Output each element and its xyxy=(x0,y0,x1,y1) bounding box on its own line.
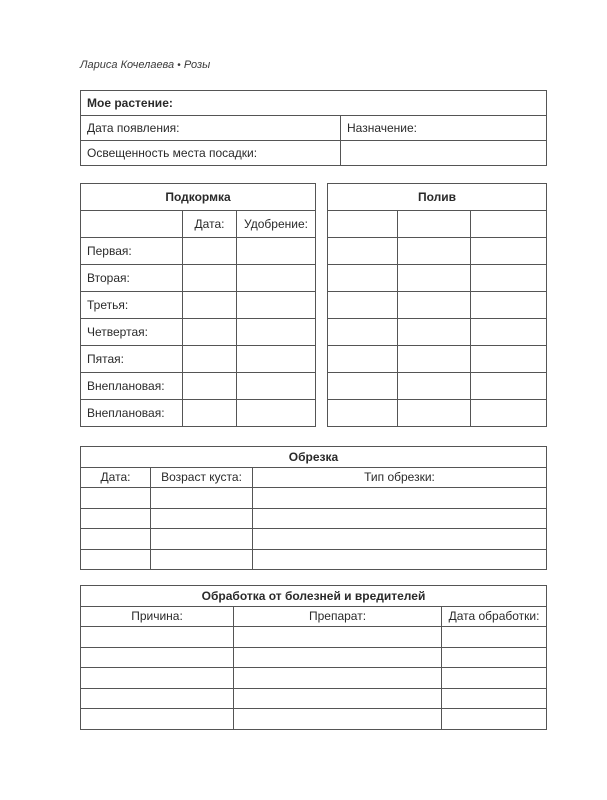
watering-row xyxy=(328,211,547,238)
feeding-row-label: Вторая: xyxy=(81,265,183,292)
pruning-age-cell[interactable] xyxy=(151,549,253,570)
treatment-product-cell[interactable] xyxy=(234,709,442,730)
treatment-date-cell[interactable] xyxy=(442,668,547,689)
watering-cell[interactable] xyxy=(471,292,547,319)
feeding-fertilizer-cell[interactable] xyxy=(237,373,316,400)
lighting-label: Освещенность места посадки: xyxy=(81,141,341,166)
watering-cell[interactable] xyxy=(398,238,471,265)
plant-title: Мое растение: xyxy=(81,91,547,116)
treatment-date-cell[interactable] xyxy=(442,688,547,709)
feeding-row xyxy=(81,292,316,319)
watering-row xyxy=(328,400,547,427)
pruning-row xyxy=(81,508,547,529)
treatment-col-reason: Причина: xyxy=(81,606,234,627)
feeding-row-label: Четвертая: xyxy=(81,319,183,346)
pruning-col-age: Возраст куста: xyxy=(151,467,253,488)
feeding-fertilizer-cell[interactable] xyxy=(237,292,316,319)
watering-cell[interactable] xyxy=(328,211,398,238)
lighting-value-cell[interactable] xyxy=(341,141,547,166)
pruning-type-cell[interactable] xyxy=(253,488,547,509)
treatment-date-cell[interactable] xyxy=(442,627,547,648)
pruning-row xyxy=(81,488,547,509)
feeding-row xyxy=(81,373,316,400)
feeding-row-label: Первая: xyxy=(81,238,183,265)
watering-cell[interactable] xyxy=(471,346,547,373)
page-header xyxy=(80,59,210,71)
plant-info-table xyxy=(80,90,547,166)
feeding-date-cell[interactable] xyxy=(183,346,237,373)
pruning-row xyxy=(81,529,547,550)
pruning-age-cell[interactable] xyxy=(151,488,253,509)
watering-row xyxy=(328,319,547,346)
treatment-row xyxy=(81,627,547,648)
feeding-row xyxy=(81,265,316,292)
treatment-reason-cell[interactable] xyxy=(81,668,234,689)
feeding-row xyxy=(81,400,316,427)
watering-cell[interactable] xyxy=(328,319,398,346)
feeding-row xyxy=(81,346,316,373)
feeding-header-blank xyxy=(81,211,183,238)
treatment-date-cell[interactable] xyxy=(442,709,547,730)
treatment-reason-cell[interactable] xyxy=(81,647,234,668)
pruning-date-cell[interactable] xyxy=(81,508,151,529)
watering-row xyxy=(328,373,547,400)
treatment-product-cell[interactable] xyxy=(234,647,442,668)
treatment-product-cell[interactable] xyxy=(234,627,442,648)
pruning-date-cell[interactable] xyxy=(81,488,151,509)
treatment-reason-cell[interactable] xyxy=(81,688,234,709)
feeding-date-cell[interactable] xyxy=(183,400,237,427)
treatment-product-cell[interactable] xyxy=(234,688,442,709)
feeding-date-cell[interactable] xyxy=(183,319,237,346)
feeding-fertilizer-cell[interactable] xyxy=(237,238,316,265)
watering-cell[interactable] xyxy=(471,400,547,427)
author-name: Лариса Кочелаева xyxy=(80,59,175,71)
pruning-age-cell[interactable] xyxy=(151,508,253,529)
feeding-fertilizer-cell[interactable] xyxy=(237,346,316,373)
watering-cell[interactable] xyxy=(398,211,471,238)
watering-cell[interactable] xyxy=(328,400,398,427)
treatment-reason-cell[interactable] xyxy=(81,627,234,648)
feeding-fertilizer-cell[interactable] xyxy=(237,265,316,292)
feeding-row-label: Внеплановая: xyxy=(81,400,183,427)
treatment-title: Обработка от болезней и вредителей xyxy=(81,586,547,607)
pruning-col-date: Дата: xyxy=(81,467,151,488)
feeding-date-cell[interactable] xyxy=(183,292,237,319)
appearance-date-label: Дата появления: xyxy=(81,116,341,141)
treatment-row xyxy=(81,647,547,668)
watering-row xyxy=(328,346,547,373)
watering-cell[interactable] xyxy=(398,346,471,373)
book-title: Розы xyxy=(183,59,211,71)
watering-cell[interactable] xyxy=(398,319,471,346)
watering-table xyxy=(327,183,547,427)
treatment-col-product: Препарат: xyxy=(234,606,442,627)
purpose-label: Назначение: xyxy=(341,116,547,141)
feeding-fertilizer-cell[interactable] xyxy=(237,319,316,346)
pruning-col-type: Тип обрезки: xyxy=(253,467,547,488)
watering-row xyxy=(328,238,547,265)
pruning-type-cell[interactable] xyxy=(253,529,547,550)
watering-cell[interactable] xyxy=(471,373,547,400)
watering-cell[interactable] xyxy=(471,238,547,265)
watering-cell[interactable] xyxy=(328,373,398,400)
feeding-row-label: Внеплановая: xyxy=(81,373,183,400)
watering-cell[interactable] xyxy=(398,265,471,292)
watering-cell[interactable] xyxy=(398,292,471,319)
watering-row xyxy=(328,292,547,319)
pruning-date-cell[interactable] xyxy=(81,529,151,550)
watering-cell[interactable] xyxy=(398,400,471,427)
treatment-product-cell[interactable] xyxy=(234,668,442,689)
watering-cell[interactable] xyxy=(471,211,547,238)
watering-cell[interactable] xyxy=(398,373,471,400)
feeding-row xyxy=(81,319,316,346)
header-separator: • xyxy=(177,60,181,71)
treatment-date-cell[interactable] xyxy=(442,647,547,668)
watering-cell[interactable] xyxy=(328,346,398,373)
feeding-row-label: Пятая: xyxy=(81,346,183,373)
treatment-reason-cell[interactable] xyxy=(81,709,234,730)
watering-cell[interactable] xyxy=(328,238,398,265)
feeding-col-date: Дата: xyxy=(183,211,237,238)
feeding-col-fertilizer: Удобрение: xyxy=(237,211,316,238)
watering-row xyxy=(328,265,547,292)
pruning-type-cell[interactable] xyxy=(253,549,547,570)
pruning-date-cell[interactable] xyxy=(81,549,151,570)
treatment-table xyxy=(80,585,547,730)
feeding-table xyxy=(80,183,316,427)
feeding-date-cell[interactable] xyxy=(183,238,237,265)
pruning-row xyxy=(81,549,547,570)
treatment-row xyxy=(81,688,547,709)
watering-cell[interactable] xyxy=(471,265,547,292)
watering-cell[interactable] xyxy=(471,319,547,346)
pruning-type-cell[interactable] xyxy=(253,508,547,529)
feeding-date-cell[interactable] xyxy=(183,265,237,292)
feeding-date-cell[interactable] xyxy=(183,373,237,400)
pruning-table xyxy=(80,446,547,570)
feeding-title: Подкормка xyxy=(81,184,316,211)
watering-title: Полив xyxy=(328,184,547,211)
treatment-row xyxy=(81,709,547,730)
pruning-age-cell[interactable] xyxy=(151,529,253,550)
treatment-row xyxy=(81,668,547,689)
feeding-row-label: Третья: xyxy=(81,292,183,319)
feeding-row xyxy=(81,238,316,265)
watering-cell[interactable] xyxy=(328,292,398,319)
feeding-fertilizer-cell[interactable] xyxy=(237,400,316,427)
watering-cell[interactable] xyxy=(328,265,398,292)
pruning-title: Обрезка xyxy=(81,447,547,468)
treatment-col-date: Дата обработки: xyxy=(442,606,547,627)
